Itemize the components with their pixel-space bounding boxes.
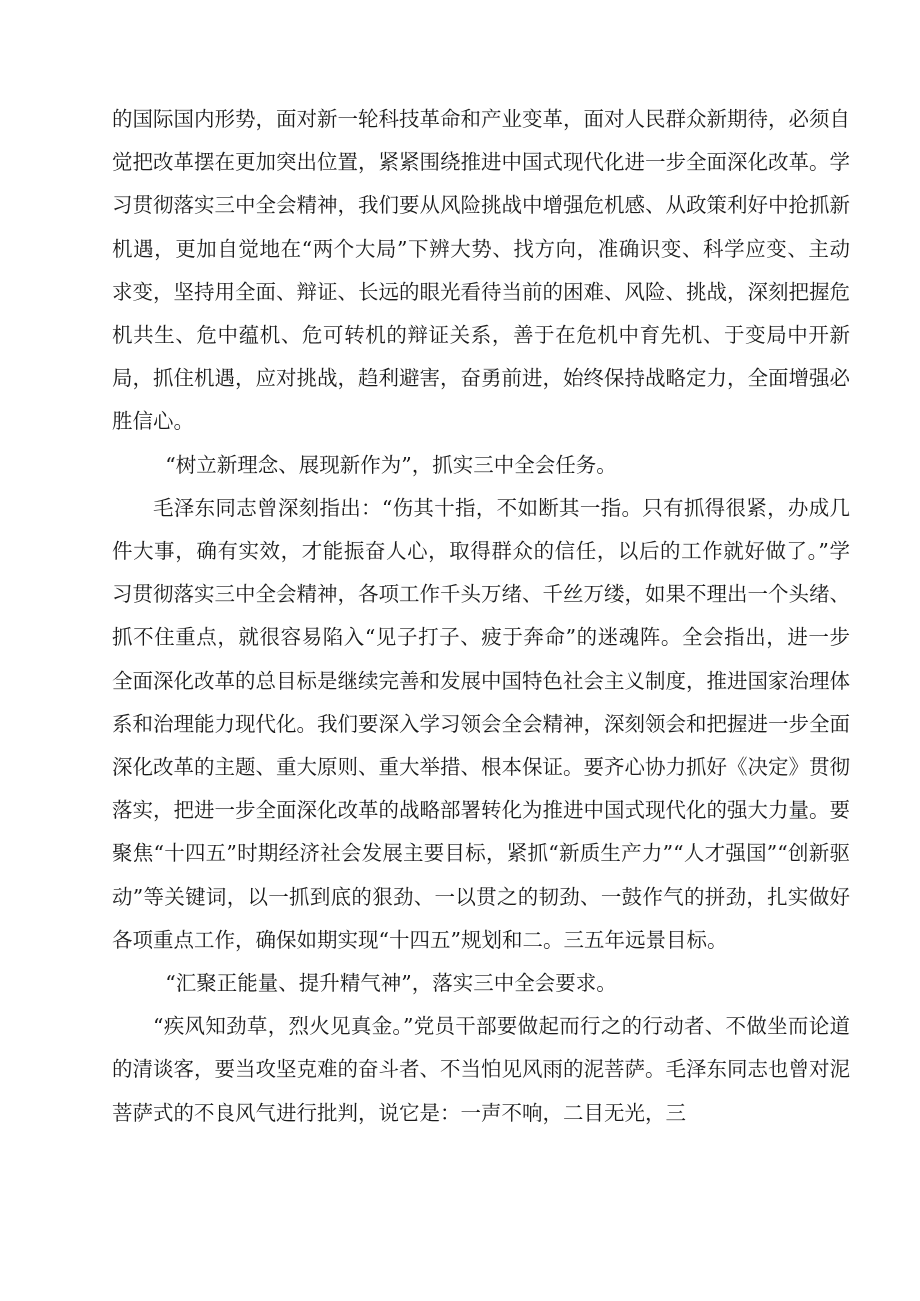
paragraph-strong-wind: “疾风知劲草，烈火见真金。”党员干部要做起而行之的行动者、不做坐而论道的清谈客，要当攻坚克难的奋斗者、不当怕见风雨的泥菩萨。毛泽东同志也曾对泥菩萨式的不良风气进行批判，说它是：一声不响，二目无光，三 (112, 1014, 850, 1125)
document-page (112, 98, 850, 1135)
paragraph-situation: 的国际国内形势，面对新一轮科技革命和产业变革，面对人民群众新期待，必须自觉把改革摆在更加突出位置，紧紧围绕推进中国式现代化进一步全面深化改革。学习贯彻落实三中全会精神，我们要从风险挑战中增强危机感、从政策利好中抢抓新机遇，更加自觉地在“两个大局”下辨大势、找方向，准确识变、科学应变、主动求变，坚持用全面、辩证、长远的眼光看待当前的困难、风险、挑战，深刻把握危机共生、危中蕴机、危可转机的辩证关系，善于在危机中育先机、于变局中开新局，抓住机遇，应对挑战，趋利避害，奋勇前进，始终保持战略定力，全面增强必胜信心。 (112, 107, 850, 434)
paragraph-mao-quote-ten-fingers: 毛泽东同志曾深刻指出：“伤其十指，不如断其一指。只有抓得很紧，办成几件大事，确有实效，才能振奋人心，取得群众的信任，以后的工作就好做了。”学习贯彻落实三中全会精神，各项工作千头万绪、千丝万缕，如果不理出一个头绪、抓不住重点，就很容易陷入“见子打子、疲于奔命”的迷魂阵。全会指出，进一步全面深化改革的总目标是继续完善和发展中国特色社会主义制度，推进国家治理体系和治理能力现代化。我们要深入学习领会全会精神，深刻领会和把握进一步全面深化改革的主题、重大原则、重大举措、根本保证。要齐心协力抓好《决定》贯彻落实，把进一步全面深化改革的战略部署转化为推进中国式现代化的强大力量。要聚焦“十四五”时期经济社会发展主要目标，紧抓“新质生产力”“人才强国”“创新驱动”等关键词，以一抓到底的狠劲、一以贯之的韧劲、一鼓作气的拼劲，扎实做好各项重点工作，确保如期实现“十四五”规划和二。三五年远景目标。 (112, 495, 850, 952)
section-heading-new-concepts: “树立新理念、展现新作为”，抓实三中全会任务。 (165, 452, 617, 477)
section-heading-positive-energy: “汇聚正能量、提升精气神”，落实三中全会要求。 (165, 971, 617, 996)
